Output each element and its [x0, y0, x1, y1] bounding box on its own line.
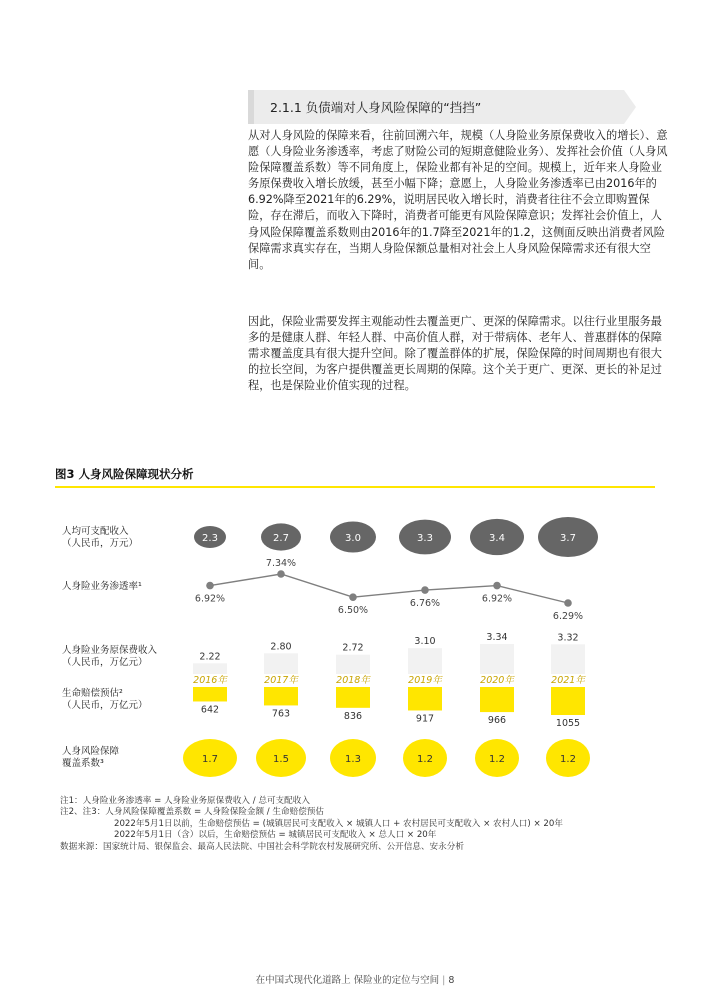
penetration-point [206, 582, 214, 590]
penetration-value-label: 6.76% [409, 598, 441, 610]
premium-value-label: 3.10 [414, 636, 436, 648]
page-footer [0, 972, 710, 986]
death-benefit-value-label: 966 [487, 715, 507, 727]
premium-bar [551, 644, 585, 674]
penetration-value-label: 6.92% [194, 593, 226, 605]
row-label-income-unit: （人民币，万元） [62, 538, 139, 549]
death-benefit-value-label: 836 [343, 710, 363, 722]
penetration-line [210, 574, 568, 603]
penetration-point [277, 570, 285, 578]
death-benefit-bar [336, 687, 370, 708]
note-4: 2022年5月1日（含）以后，生命赔偿预估 = 城镇居民可支配收入 × 总人口 × 20年 [114, 830, 437, 841]
death-benefit-bar [264, 687, 298, 705]
death-benefit-value-label: 763 [271, 708, 291, 720]
penetration-point [564, 599, 572, 607]
death-benefit-bar [551, 687, 585, 715]
premium-value-label: 3.34 [486, 632, 508, 643]
premium-bar [480, 644, 514, 674]
penetration-value-label: 6.92% [481, 593, 513, 605]
row-label-penetration: 人身险业务渗透率¹ [62, 581, 142, 592]
premium-bar [408, 648, 442, 674]
coverage-value-label: 1.2 [560, 754, 576, 765]
income-value-label: 3.0 [345, 533, 361, 544]
row-label-coverage-unit: 覆盖系数³ [62, 758, 104, 769]
premium-value-label: 2.22 [199, 651, 221, 663]
footer-title: 在中国式现代化道路上 保险业的定位与空间 [255, 975, 440, 986]
row-label-premium: 人身险业务原保费收入 [62, 645, 158, 656]
paragraph-2: 因此，保险业需要发挥主观能动性去覆盖更广、更深的保障需求。以往行业里服务最多的是健康人群、年轻人群、中高价值人群，对于带病体、老年人、普惠群体的保障需求覆盖度具有很大提升空间。除了覆盖群体的扩展，保险保障的时间周期也有很大的拉长空间，为客户提供覆盖更长周期的保障。这个关于更广、更深、更长的补足过程，也是保险业价值实现的过程。 [248, 315, 662, 393]
footer-separator: | [442, 975, 446, 986]
penetration-value-label: 6.29% [552, 611, 584, 622]
risk-protection-chart [0, 500, 710, 790]
figure-title: 图3 人身风险保障现状分析 [55, 467, 194, 481]
notes-block [60, 796, 680, 853]
year-label: 2018年 [336, 675, 370, 686]
income-value-label: 2.7 [273, 533, 289, 544]
income-value-label: 3.3 [417, 533, 433, 544]
death-benefit-value-label: 1055 [555, 718, 581, 729]
premium-bar [336, 655, 370, 674]
premium-value-label: 3.32 [557, 632, 579, 644]
death-benefit-value-label: 642 [200, 704, 220, 716]
row-label-death_benefit: 生命赔偿预估² [62, 688, 123, 699]
income-value-label: 2.3 [202, 533, 218, 544]
note-3: 2022年5月1日以前，生命赔偿预估 = (城镇居民可支配收入 × 城镇人口 + 农村居民可支配收入 × 农村人口) × 20年 [114, 818, 563, 829]
year-label: 2017年 [264, 675, 298, 686]
section-heading-bar [248, 90, 636, 124]
income-value-label: 3.4 [489, 533, 505, 544]
year-label: 2021年 [551, 675, 585, 686]
note-1: 注1：人身险业务渗透率 = 人身险业务原保费收入 / 总可支配收入 [60, 796, 310, 806]
coverage-value-label: 1.2 [489, 754, 505, 765]
data-source-note: 数据来源：国家统计局、银保监会、最高人民法院、中国社会科学院农村发展研究所、公开信息、安永分析 [60, 841, 464, 852]
premium-value-label: 2.72 [342, 642, 364, 654]
penetration-point [493, 582, 501, 590]
year-label: 2016年 [193, 675, 227, 686]
figure-title-bar [55, 466, 655, 488]
death-benefit-bar [480, 687, 514, 712]
section-heading: 2.1.1 负债端对人身风险保障的“挡挡” [270, 100, 482, 115]
page-number: 8 [448, 975, 455, 986]
penetration-value-label: 7.34% [265, 558, 297, 569]
note-2: 注2、注3：人身风险保障覆盖系数 = 人身险保险金额 / 生命赔偿预估 [60, 807, 324, 818]
coverage-value-label: 1.2 [417, 754, 433, 765]
coverage-value-label: 1.5 [273, 754, 289, 765]
coverage-value-label: 1.7 [202, 754, 218, 765]
death-benefit-bar [193, 687, 227, 701]
row-label-coverage: 人身风险保障 [62, 746, 120, 757]
death-benefit-value-label: 917 [415, 713, 435, 725]
row-label-income: 人均可支配收入 [62, 526, 129, 537]
premium-value-label: 2.80 [270, 641, 292, 653]
penetration-point [349, 593, 357, 601]
paragraph-1: 从对人身风险的保障来看，往前回溯六年，规模（人身险业务原保费收入的增长）、意愿（人身险业务渗透率，考虑了财险公司的短期意健险业务）、发挥社会价值（人身风险保障覆盖系数）等不同角度上，保险业都有补足的空间。规模上，近年来人身险业务原保费收入增长放缓，甚至小幅下降；意愿上，人身险业务渗透率已由2016年的6.92%降至2021年的6.29%，说明居民收入增长时，消费者往往不会立即购置保险，存在滞后，而收入下降时，消费者可能更有风险保障意识；发挥社会价值上，人身风险保障覆盖系数则由2016年的1.7降至2021年的1.2，这侧面反映出消费者风险保障需求真实存在，当期人身险保额总量相对社会上人身风险保障需求还有很大空间。 [248, 129, 668, 271]
death-benefit-bar [408, 687, 442, 710]
year-label: 2020年 [480, 675, 514, 686]
coverage-value-label: 1.3 [345, 754, 361, 765]
row-label-premium-unit: （人民币，万亿元） [62, 657, 148, 668]
penetration-point [421, 586, 429, 594]
year-label: 2019年 [408, 675, 442, 686]
premium-bar [193, 663, 227, 674]
row-label-death_benefit-unit: （人民币，万亿元） [62, 700, 148, 711]
income-value-label: 3.7 [560, 533, 576, 544]
premium-bar [264, 653, 298, 674]
penetration-value-label: 6.50% [337, 605, 369, 617]
